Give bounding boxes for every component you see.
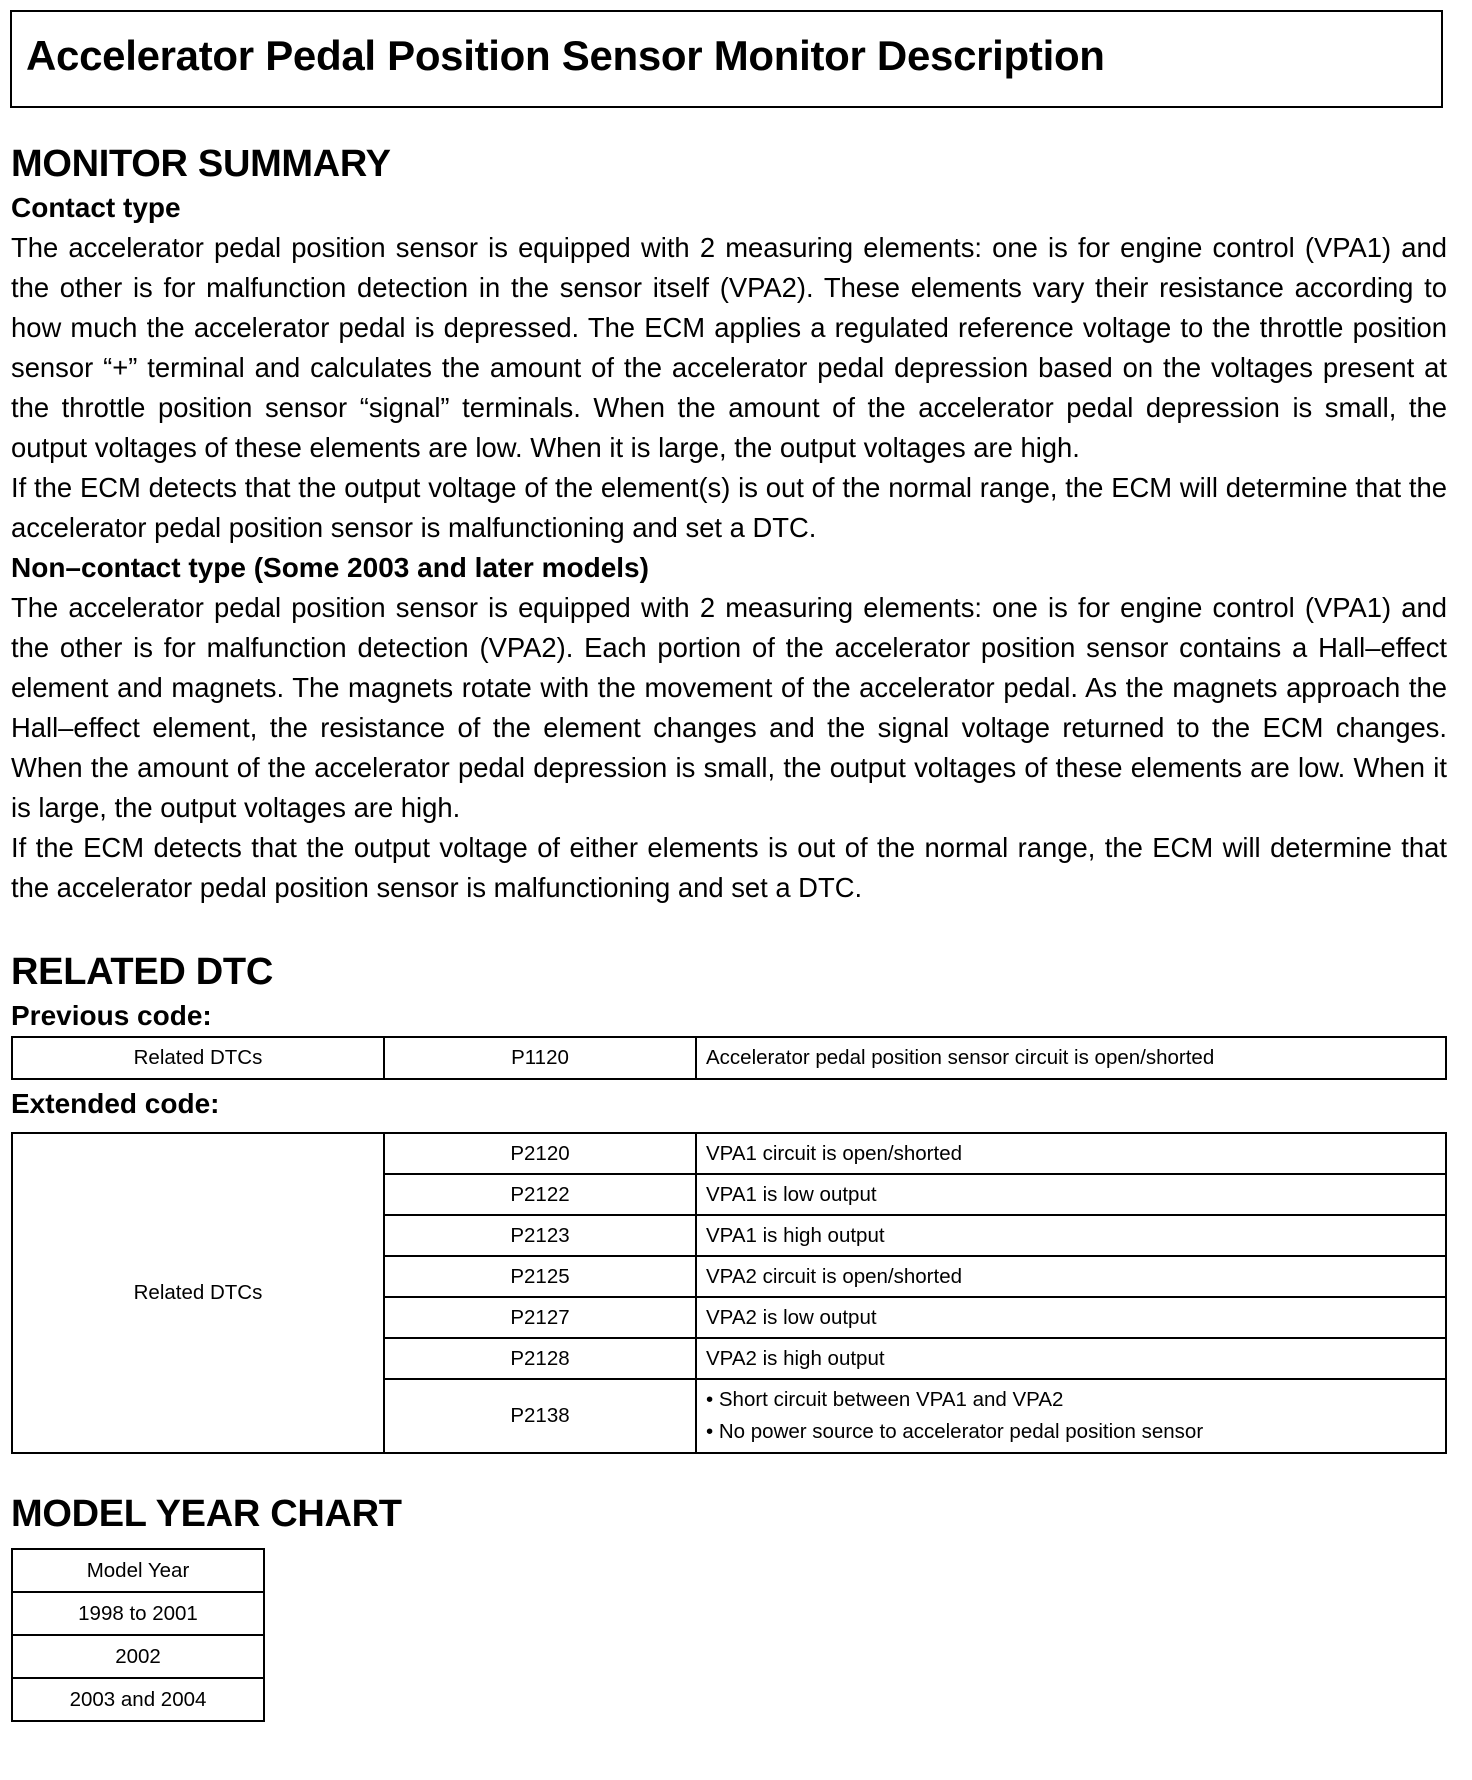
dtc-group-cell: Related DTCs bbox=[12, 1133, 384, 1453]
dtc-description-cell bbox=[696, 1379, 1446, 1453]
dtc-code-cell: P2127 bbox=[384, 1297, 696, 1338]
contact-type-paragraph-1: The accelerator pedal position sensor is equipped with 2 measuring elements: one is for engine control (VPA1) and the other is for malfunction detection in the sensor itself (VPA2). These elements vary their resistance according to how much the accelerator pedal is depressed. The ECM applies a regulated reference voltage to the throttle position sensor “+” terminal and calculates the amount of the accelerator pedal depression based on the voltages present at the throttle position sensor “signal” terminals. When the amount of the accelerator pedal depression is small, the output voltages of these elements are low. When it is large, the output voltages are high. bbox=[11, 232, 1447, 463]
title-box bbox=[10, 10, 1443, 108]
model-year-chart-heading: MODEL YEAR CHART bbox=[11, 1493, 402, 1535]
dtc-code-cell: P2123 bbox=[384, 1215, 696, 1256]
previous-code-label: Previous code: bbox=[11, 1000, 212, 1031]
dtc-description-cell: VPA2 circuit is open/shorted bbox=[696, 1256, 1446, 1297]
model-year-cell: 2002 bbox=[12, 1635, 264, 1678]
non-contact-type-subheading: Non–contact type (Some 2003 and later models) bbox=[11, 552, 649, 583]
dtc-description-bullet: • No power source to accelerator pedal position sensor bbox=[706, 1420, 1204, 1443]
table-row bbox=[12, 1635, 264, 1678]
model-year-cell: 2003 and 2004 bbox=[12, 1678, 264, 1721]
model-year-header-cell: Model Year bbox=[12, 1549, 264, 1592]
dtc-description-cell: VPA2 is low output bbox=[696, 1297, 1446, 1338]
dtc-code-cell: P2128 bbox=[384, 1338, 696, 1379]
monitor-summary-heading: MONITOR SUMMARY bbox=[11, 143, 391, 185]
model-year-cell: 1998 to 2001 bbox=[12, 1592, 264, 1635]
related-dtc-heading: RELATED DTC bbox=[11, 951, 273, 993]
non-contact-type-paragraph-2: If the ECM detects that the output voltage of either elements is out of the normal range, the ECM will determine that the accelerator pedal position sensor is malfunctioning and set a DTC. bbox=[11, 832, 1447, 903]
dtc-description-bullet: • Short circuit between VPA1 and VPA2 bbox=[706, 1388, 1064, 1411]
contact-type-paragraph-2: If the ECM detects that the output voltage of the element(s) is out of the normal range, the ECM will determine that the accelerator pedal position sensor is malfunctioning and set a DTC. bbox=[11, 472, 1447, 543]
table-row bbox=[12, 1133, 1446, 1174]
previous-code-table bbox=[11, 1036, 1447, 1080]
dtc-code-cell: P2120 bbox=[384, 1133, 696, 1174]
dtc-code-cell: P2125 bbox=[384, 1256, 696, 1297]
non-contact-type-paragraph-1: The accelerator pedal position sensor is equipped with 2 measuring elements: one is for engine control (VPA1) and the other is for malfunction detection (VPA2). Each portion of the accelerator position sensor contains a Hall–effect element and magnets. The magnets rotate with the movement of the accelerator pedal. As the magnets approach the Hall–effect element, the resistance of the element changes and the signal voltage returned to the ECM changes. When the amount of the accelerator pedal depression is small, the output voltages of these elements are low. When it is large, the output voltages are high. bbox=[11, 592, 1447, 823]
extended-code-table bbox=[11, 1132, 1447, 1454]
document-body bbox=[11, 140, 1447, 1722]
model-year-table bbox=[11, 1548, 265, 1722]
dtc-code-cell: P1120 bbox=[384, 1037, 696, 1079]
extended-code-label: Extended code: bbox=[11, 1088, 220, 1119]
dtc-group-cell: Related DTCs bbox=[12, 1037, 384, 1079]
dtc-description-cell: VPA1 circuit is open/shorted bbox=[696, 1133, 1446, 1174]
dtc-description-cell: VPA2 is high output bbox=[696, 1338, 1446, 1379]
dtc-code-cell: P2122 bbox=[384, 1174, 696, 1215]
table-row bbox=[12, 1592, 264, 1635]
table-row bbox=[12, 1549, 264, 1592]
dtc-code-cell: P2138 bbox=[384, 1379, 696, 1453]
contact-type-subheading: Contact type bbox=[11, 192, 181, 223]
dtc-description-cell: VPA1 is low output bbox=[696, 1174, 1446, 1215]
table-row bbox=[12, 1678, 264, 1721]
dtc-description-cell: Accelerator pedal position sensor circuit is open/shorted bbox=[696, 1037, 1446, 1079]
page-title: Accelerator Pedal Position Sensor Monitor Description bbox=[26, 32, 1105, 79]
table-row bbox=[12, 1037, 1446, 1079]
dtc-description-cell: VPA1 is high output bbox=[696, 1215, 1446, 1256]
